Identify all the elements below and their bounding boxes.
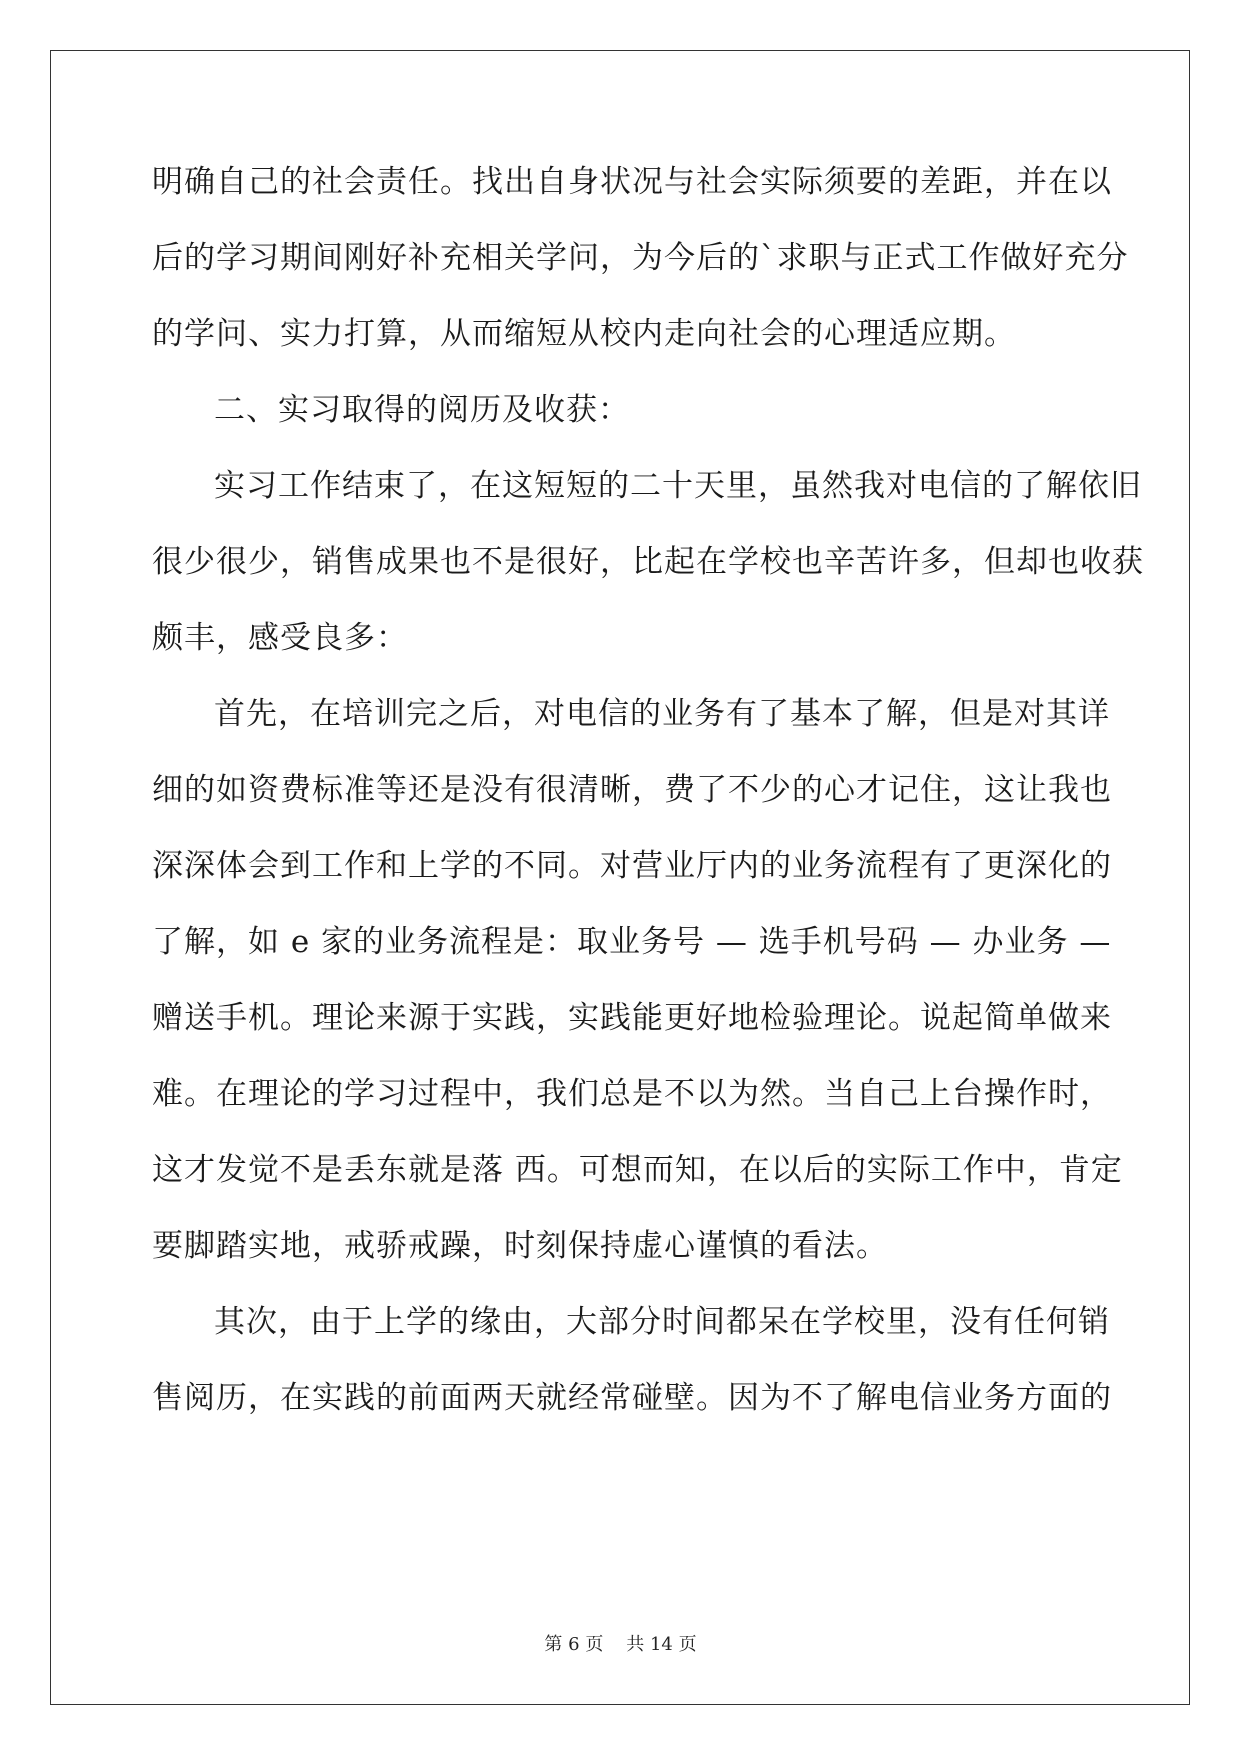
section-heading: 二、实习取得的阅历及收获： bbox=[214, 392, 630, 428]
text-line: 要脚踏实地，戒骄戒躁，时刻保持虚心谨慎的看法。 bbox=[152, 1228, 888, 1264]
text-line: 难。在理论的学习过程中，我们总是不以为然。当自己上台操作时， bbox=[152, 1076, 1112, 1112]
text-line: 颇丰，感受良多： bbox=[152, 620, 408, 656]
text-line: 后的学习期间刚好补充相关学问，为今后的`求职与正式工作做好充分 bbox=[152, 240, 1129, 276]
text-line: 这才发觉不是丢东就是落 西。可想而知，在以后的实际工作中，肯定 bbox=[152, 1152, 1123, 1188]
text-line: 深深体会到工作和上学的不同。对营业厅内的业务流程有了更深化的 bbox=[152, 848, 1112, 884]
page-footer bbox=[0, 1630, 1241, 1656]
text-line: 细的如资费标准等还是没有很清晰，费了不少的心才记住，这让我也 bbox=[152, 772, 1112, 808]
page-number: 第 6 页 bbox=[544, 1634, 604, 1655]
text-line: 售阅历，在实践的前面两天就经常碰壁。因为不了解电信业务方面的 bbox=[152, 1380, 1112, 1416]
text-line: 了解，如 e 家的业务流程是：取业务号 — 选手机号码 — 办业务 — bbox=[152, 924, 1112, 960]
text-line: 很少很少，销售成果也不是很好，比起在学校也辛苦许多，但却也收获 bbox=[152, 544, 1144, 580]
text-line: 其次，由于上学的缘由，大部分时间都呆在学校里，没有任何销 bbox=[214, 1304, 1110, 1340]
text-line: 的学问、实力打算，从而缩短从校内走向社会的心理适应期。 bbox=[152, 316, 1016, 352]
text-line: 实习工作结束了，在这短短的二十天里，虽然我对电信的了解依旧 bbox=[214, 468, 1142, 504]
page-total: 共 14 页 bbox=[626, 1634, 697, 1655]
text-line: 首先，在培训完之后，对电信的业务有了基本了解，但是对其详 bbox=[214, 696, 1110, 732]
text-line: 明确自己的社会责任。找出自身状况与社会实际须要的差距，并在以 bbox=[152, 164, 1112, 200]
text-line: 赠送手机。理论来源于实践，实践能更好地检验理论。说起简单做来 bbox=[152, 1000, 1112, 1036]
